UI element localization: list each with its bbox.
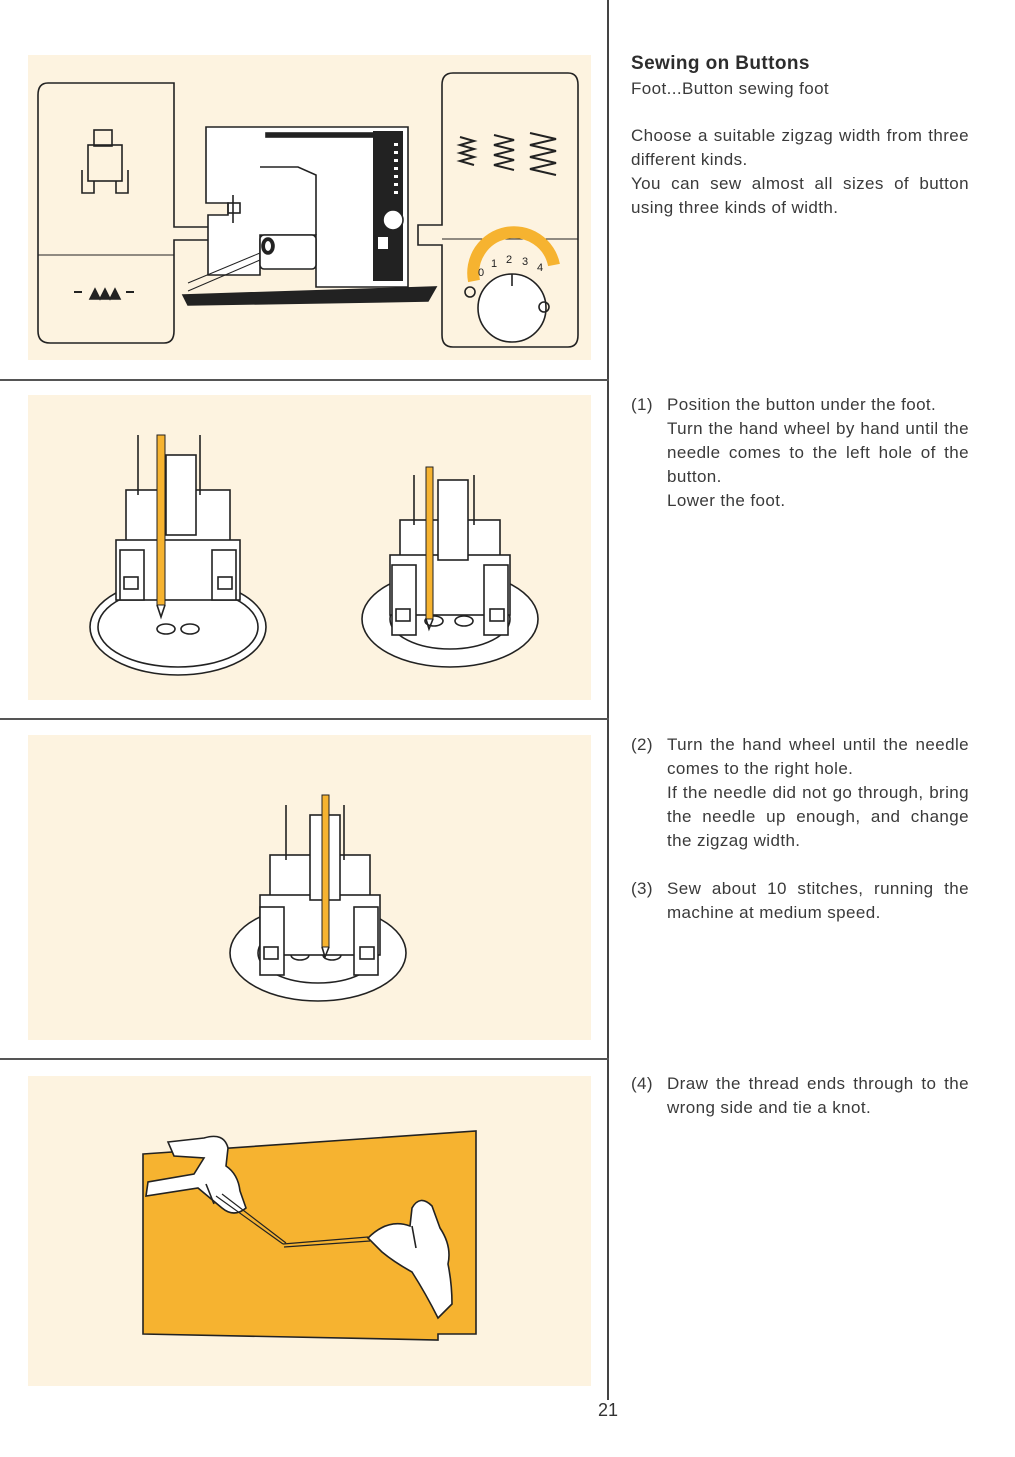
section-divider: [0, 718, 609, 720]
intro-line: Choose a suitable zigzag width from three different kinds.: [631, 126, 969, 169]
step-line: Sew about 10 stitches, running the machine at medium speed.: [667, 879, 969, 922]
step-line: Position the button under the foot.: [667, 395, 937, 414]
step-number: (4): [631, 1074, 653, 1093]
sew-stitches-illustration: [28, 735, 591, 1040]
step-3: [631, 877, 969, 925]
button-foot: [390, 475, 510, 635]
step-line: Turn the hand wheel until the needle comes to the right hole.: [667, 735, 969, 778]
step-1: [631, 393, 969, 513]
page-title: Sewing on Buttons: [631, 53, 810, 74]
intro-text: [631, 124, 969, 220]
step-number: (3): [631, 879, 653, 898]
button-foot: [260, 805, 380, 975]
needle: [426, 467, 433, 629]
step-4: [631, 1072, 969, 1120]
dial-label: 0: [478, 267, 485, 279]
dial-label: 1: [491, 258, 498, 270]
dial-label: 4: [537, 262, 544, 274]
sewing-machine: [183, 127, 436, 305]
section-heading: [631, 51, 971, 101]
button-foot: [116, 435, 240, 600]
dial-label: 2: [506, 254, 513, 266]
foot-note: Foot...Button sewing foot: [631, 79, 830, 98]
page-number: 21: [598, 1400, 619, 1420]
needle: [322, 795, 329, 957]
position-button-illustration: [28, 395, 591, 700]
dial-label: 3: [522, 256, 529, 268]
step-line: Turn the hand wheel by hand until the needle comes to the left hole of the button.: [667, 419, 969, 486]
step-line: Draw the thread ends through to the wrong side and tie a knot.: [667, 1074, 969, 1117]
step-line: Lower the foot.: [667, 491, 786, 510]
needle: [157, 435, 165, 617]
intro-line: You can sew almost all sizes of button using three kinds of width.: [631, 174, 969, 217]
machine-overview-illustration: [28, 55, 591, 360]
section-divider: [0, 379, 609, 381]
section-divider: [0, 1058, 609, 1060]
column-divider: [607, 0, 609, 1400]
step-line: If the needle did not go through, bring the needle up enough, and change the zigzag width.: [667, 783, 969, 850]
tie-knot-illustration: [28, 1076, 591, 1386]
step-number: (1): [631, 395, 653, 414]
step-2: [631, 733, 969, 853]
step-number: (2): [631, 735, 653, 754]
